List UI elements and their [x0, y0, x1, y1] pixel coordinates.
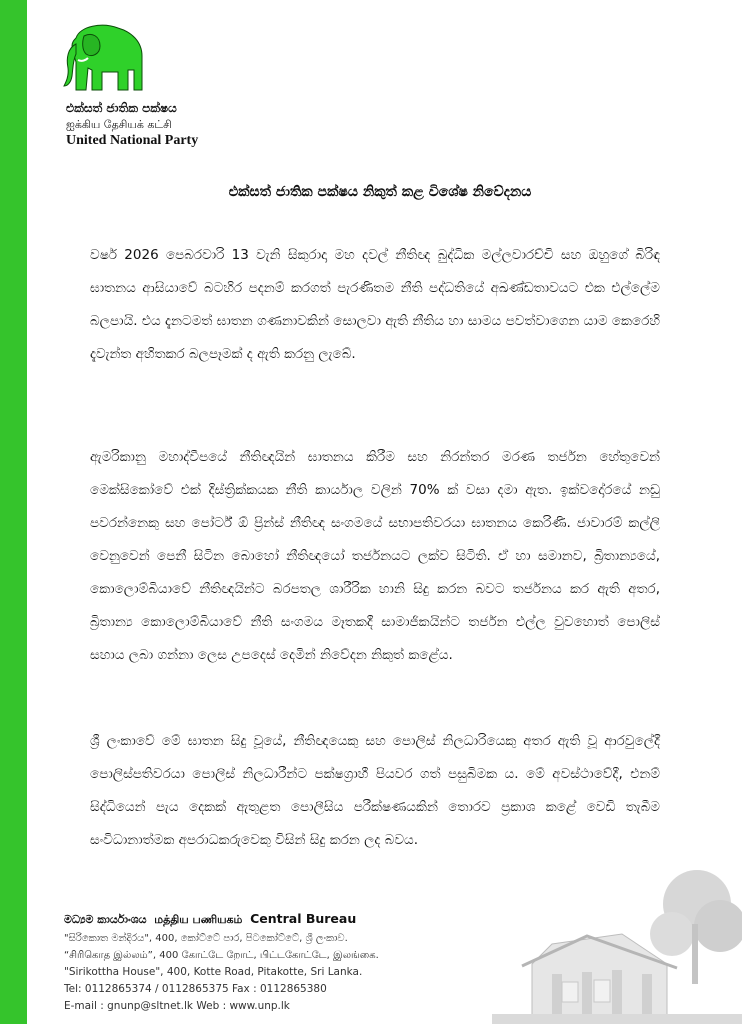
address-sinhala: "සිරිකොත මන්දිරය", 400, කෝට්ටේ පාර, පිටකෝට්ටේ, ශ්‍රී ලංකාව. [64, 933, 348, 944]
office-english: Central Bureau [250, 911, 357, 926]
party-name-english: United National Party [66, 133, 199, 148]
paragraph: වර්ෂ 2026 පෙබරවාරි 13 වැනි සිකුරාදා මහ දවල් නීතිඥ බුද්ධික මල්ලවාරච්චි සහ ඔහුගේ බිරිඳ ඝාතනය ආසියාවේ බටහිර පදනම් කරගත් පැරණිතම නීති පද්ධතියේ අඛණ්ඩතාවයට එක එල්ලේම බලපායි. එය දැනටමත් ඝාතන ගණනාවකින් සොලවා ඇති නීතිය හා සාමය පවත්වාගෙන යාම කෙරෙහි දැවැන්ත අහිතකර බලපෑමක් ද ඇති කරනු ලැබේ. [90, 247, 660, 362]
address-english: "Sirikottha House", 400, Kotte Road, Pitakotte, Sri Lanka. [64, 966, 363, 978]
document-title: එක්සත් ජාතික පක්ෂය නිකුත් කළ විශේෂ නිවේදනය [228, 184, 532, 200]
party-name-tamil: ஐக்கிய தேசியக் கட்சி [66, 118, 172, 131]
office-heading [64, 909, 379, 930]
building-photo [492, 864, 742, 1024]
paragraph: ඇමරිකානු මහාද්වීපයේ නීතිඥයින් ඝාතනය කිරීම සහ නිරන්තර මරණ තර්ජන හේතුවෙන් මෙක්සිකෝවේ එක් දිස්ත්‍රික්කයක නීති කාර්යාල වලින් 70% ක් වසා දමා ඇත. ඉක්වදෝරයේ නඩු පවරන්නෙකු සහ පෝර්ට් ඕ ප්‍රින්ස් නීතිඥ සංගමයේ සභාපතිවරයා ඝාතනය කෙරිණි. ජාවාරම් කල්ලි වෙනුවෙන් පෙනී සිටින බොහෝ නීතිඥයෝ තර්ජනයට ලක්ව සිටිති. ඒ හා සමානව, බ්‍රිතාන්‍යයේ, කොලොම්බියාවේ නීතිඥයින්ට බරපතල ශාරීරික හානි සිදු කරන බවට තර්ජනය කර ඇති අතර, බ්‍රිතාන්‍ය කොලොම්බියාවේ නීති සංගමය මෑතකදී සාමාජිකයින්ට තර්ජන එල්ල වුවහොත් පොලිස් සහාය ලබා ගන්නා ලෙස උපදෙස් දෙමින් නිවේදන නිකුත් කළේය. [90, 449, 660, 663]
contact-email-web: E-mail : gnunp@sltnet.lk Web : www.unp.lk [64, 1000, 290, 1012]
office-sinhala: මධ්‍යම කාර්යාංශය [64, 913, 147, 926]
paragraph: ශ්‍රී ලංකාවේ මේ ඝාතන සිදු වූයේ, නීතිඥයෙකු සහ පොලිස් නිලධාරියෙකු අතර ඇති වූ ආරවුලේදී පොලිස්පතිවරයා පොලිස් නිලධාරීන්ට පක්ෂග්‍රාහී පියවර ගත් පසුබිමක ය. මේ අවස්ථාවේදී, එනම් සිද්ධියෙන් පැය දෙකක් ඇතුළත පොලීසිය පරීක්ෂණයකින් තොරව ප්‍රකාශ කළේ වෙඩි තැබීම සංවිධානාත්මක අපරාධකරුවෙකු විසින් සිදු කරන ලද බවය. [90, 733, 660, 848]
elephant-icon [62, 20, 150, 98]
contact-phone-fax: Tel: 0112865374 / 0112865375 Fax : 0112865380 [64, 983, 327, 995]
office-tamil: மத்திய பணியகம் [154, 913, 243, 926]
party-name-sinhala: එක්සත් ජාතික පක්ෂය [66, 101, 177, 115]
accent-bar [0, 0, 27, 1024]
footer [64, 909, 379, 1015]
address-tamil: “சிரிகொத இல்லம்”, 400 கோட்டே றோட், பிட்டகோட்டே, இலங்கை. [64, 950, 379, 961]
